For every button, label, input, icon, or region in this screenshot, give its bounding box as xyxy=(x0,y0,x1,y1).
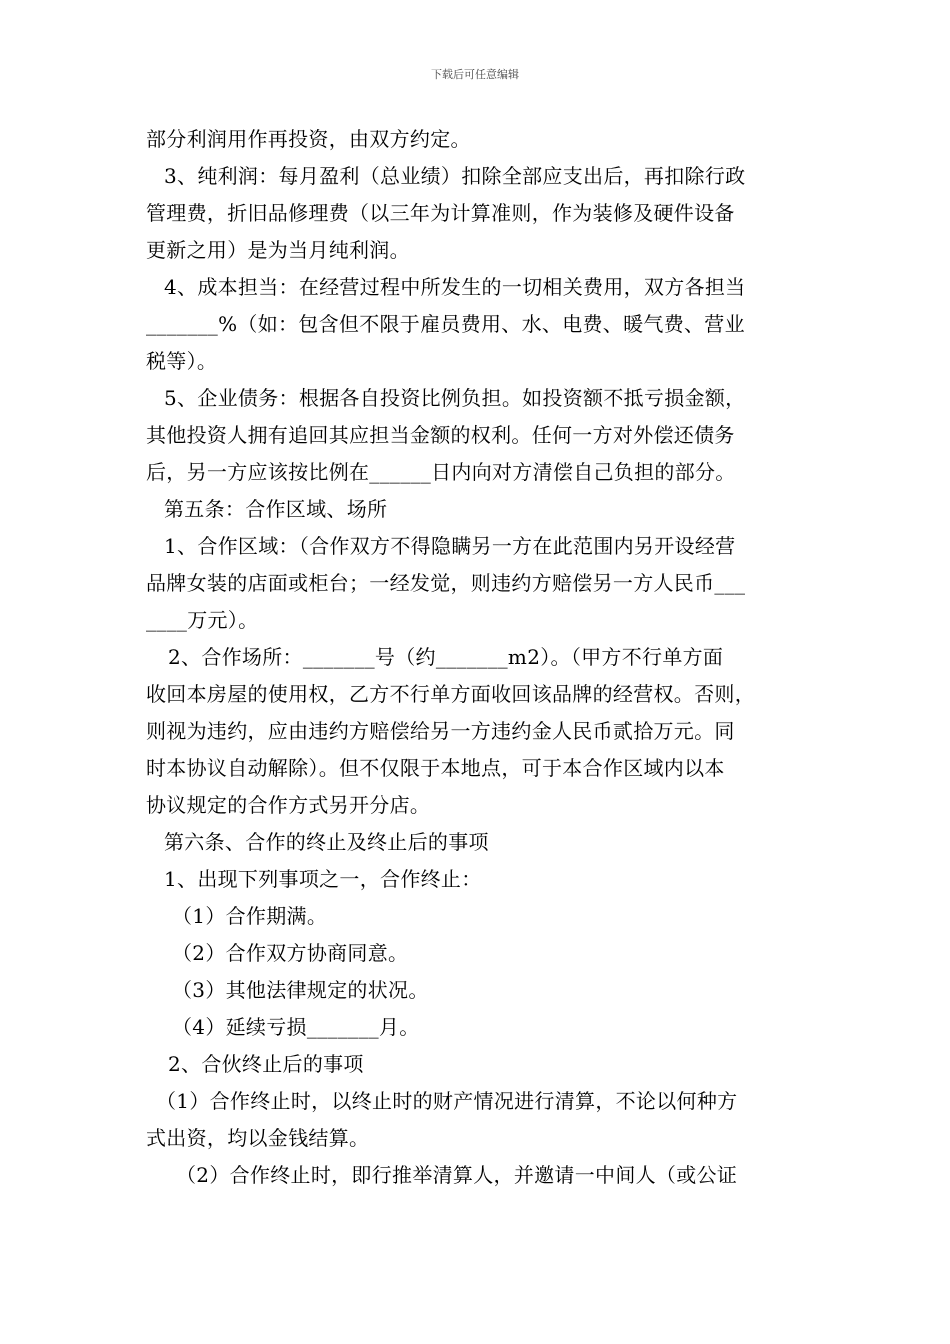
text-line: 2、合作场所：_______号（约_______m2）。（甲方不行单方面 xyxy=(168,645,724,669)
text-line: 4、成本担当：在经营过程中所发生的一切相关费用，双方各担当 xyxy=(164,275,746,299)
text-line: 后，另一方应该按比例在______日内向对方清偿自己负担的部分。 xyxy=(146,460,736,484)
text-line: 2、合伙终止后的事项 xyxy=(168,1052,364,1076)
text-line: （4）延续亏损_______月。 xyxy=(172,1015,420,1039)
text-line: 其他投资人拥有追回其应担当金额的权利。任何一方对外偿还债务 xyxy=(146,423,735,447)
text-line: 部分利润用作再投资，由双方约定。 xyxy=(146,127,471,151)
text-line: （1）合作终止时，以终止时的财产情况进行清算，不论以何种方 xyxy=(156,1089,738,1113)
text-line: 1、合作区域：（合作双方不得隐瞒另一方在此范围内另开设经营 xyxy=(164,534,736,558)
page-header-note: 下载后可任意编辑 xyxy=(431,68,519,81)
document-body xyxy=(146,121,816,1194)
text-line: 式出资，均以金钱结算。 xyxy=(146,1126,370,1150)
text-line: 收回本房屋的使用权，乙方不行单方面收回该品牌的经营权。否则， xyxy=(146,682,755,706)
text-line: 第五条：合作区域、场所 xyxy=(164,497,388,521)
text-line: 3、纯利润：每月盈利（总业绩）扣除全部应支出后，再扣除行政 xyxy=(164,164,746,188)
text-line: 管理费，折旧品修理费（以三年为计算准则，作为装修及硬件设备 xyxy=(146,201,735,225)
text-line: 1、出现下列事项之一，合作终止： xyxy=(164,867,482,891)
text-line: （3）其他法律规定的状况。 xyxy=(172,978,429,1002)
text-line: 5、企业债务：根据各自投资比例负担。如投资额不抵亏损金额， xyxy=(164,386,746,410)
text-line: （2）合作双方协商同意。 xyxy=(172,941,409,965)
text-line: 品牌女装的店面或柜台；一经发觉，则违约方赔偿另一方人民币___ xyxy=(146,571,746,595)
text-line: 第六条、合作的终止及终止后的事项 xyxy=(164,830,489,854)
text-line: （1）合作期满。 xyxy=(172,904,328,928)
text-line: （2）合作终止时，即行推举清算人，并邀请一中间人（或公证 xyxy=(176,1163,738,1187)
text-line: 协议规定的合作方式另开分店。 xyxy=(146,793,431,817)
text-line: 更新之用）是为当月纯利润。 xyxy=(146,238,410,262)
text-line: 则视为违约，应由违约方赔偿给另一方违约金人民币贰拾万元。同 xyxy=(146,719,735,743)
text-line: ____万元）。 xyxy=(146,608,259,632)
text-line: 税等）。 xyxy=(146,349,218,373)
text-line: _______%（如：包含但不限于雇员费用、水、电费、暖气费、营业 xyxy=(146,312,745,336)
text-line: 时本协议自动解除）。但不仅限于本地点，可于本合作区域内以本 xyxy=(146,756,725,780)
